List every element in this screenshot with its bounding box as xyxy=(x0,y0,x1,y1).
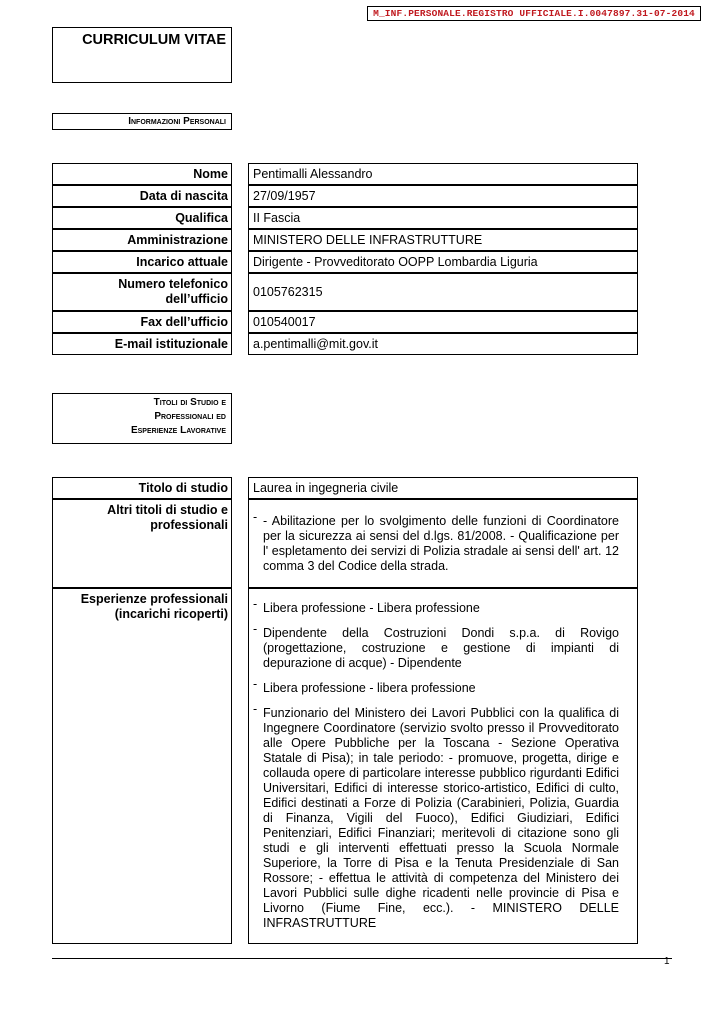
table-row xyxy=(52,273,638,311)
bullet-dash: - xyxy=(253,510,258,524)
label-line: Altri titoli di studio e xyxy=(107,503,228,517)
page-title: CURRICULUM VITAE xyxy=(82,32,226,48)
label-line: professionali xyxy=(150,518,228,532)
field-value xyxy=(248,499,638,588)
field-label: Titolo di studio xyxy=(52,477,232,499)
table-row xyxy=(52,333,638,355)
section-label: Informazioni Personali xyxy=(128,116,226,127)
list-item xyxy=(253,510,619,574)
field-label: Fax dell’ufficio xyxy=(52,311,232,333)
table-row xyxy=(52,588,638,944)
item-text: Dipendente della Costruzioni Dondi s.p.a. di Rovigo (progettazione, costruzione e gestione di impianti di depurazione di acque) - Dipendente xyxy=(263,626,619,670)
label-line: Esperienze professionali xyxy=(80,592,228,606)
list-item xyxy=(253,597,619,616)
protocol-stamp: M_INF.PERSONALE.REGISTRO UFFICIALE.I.0047897.31-07-2014 xyxy=(367,6,701,21)
bullet-dash: - xyxy=(253,622,258,636)
title-box xyxy=(52,27,232,83)
field-label xyxy=(52,588,232,944)
bullet-dash: - xyxy=(253,597,258,611)
page-number: 1 xyxy=(664,956,670,967)
section-label: Esperienze Lavorative xyxy=(130,425,226,436)
footer-divider xyxy=(52,958,672,959)
field-value: MINISTERO DELLE INFRASTRUTTURE xyxy=(248,229,638,251)
field-value: Pentimalli Alessandro xyxy=(248,163,638,185)
table-row xyxy=(52,251,638,273)
field-value xyxy=(248,588,638,944)
list-item xyxy=(253,622,619,671)
table-row xyxy=(52,163,638,185)
section-personal-info xyxy=(52,113,232,130)
item-text: Libera professione - libera professione xyxy=(263,681,476,695)
field-label: E-mail istituzionale xyxy=(52,333,232,355)
field-label: Data di nascita xyxy=(52,185,232,207)
field-label: Qualifica xyxy=(52,207,232,229)
field-value xyxy=(248,273,638,311)
item-text: - Abilitazione per lo svolgimento delle funzioni di Coordinatore per la sicurezza ai sensi del d.lgs. 81/2008. - Qualificazione per l' espletamento dei servizi di Polizia stradale ai sensi dell' art. 12 comma 3 del Codice della strada. xyxy=(263,514,619,573)
field-label xyxy=(52,499,232,588)
field-value: Dirigente - Provveditorato OOPP Lombardia Liguria xyxy=(248,251,638,273)
label-line: dell’ufficio xyxy=(165,292,228,306)
item-text: Funzionario del Ministero dei Lavori Pubblici con la qualifica di Ingegnere Coordinatore (servizio svolto presso il Provveditorato alle Opere Pubbliche per la Toscana - Sezione Operativa Statale di Pisa); in tale periodo: - promuove, progetta, dirige e collauda opere di particolare interesse pubblico rigurdanti Edifici Universitari, Edifici di interesse storico-artistico, Edifici di culto, Edifici destinati a Forze di Polizia (Carabinieri, Polizia, Guardia di Finanza, Vigili del Fuoco), Edifici Giudiziari, Edifici Penitenziari, Edifici Finanziari; meritevoli di citazione sono gli studi e gli interventi effettuati presso la Scuola Normale Superiore, la Torre di Pisa e la Tenuta Presidenziale di San Rossore; - effettua le attività di competenza del Ministero dei Lavori Pubblici sulle dighe ricadenti nelle provincie di Pisa e Livorno (Fiume Fine, ecc.). - MINISTERO DELLE INFRASTRUTTURE xyxy=(263,706,619,930)
label-line: (incarichi ricoperti) xyxy=(114,607,228,621)
field-value: II Fascia xyxy=(248,207,638,229)
field-value: Laurea in ingegneria civile xyxy=(248,477,638,499)
table-row xyxy=(52,477,638,499)
field-value: 010540017 xyxy=(248,311,638,333)
field-label: Incarico attuale xyxy=(52,251,232,273)
field-label: Nome xyxy=(52,163,232,185)
table-row xyxy=(52,229,638,251)
bullet-dash: - xyxy=(253,702,258,716)
section-label: Professionali ed xyxy=(154,411,226,422)
phone-number: 0105762315 xyxy=(253,284,323,299)
table-row xyxy=(52,311,638,333)
table-row xyxy=(52,185,638,207)
field-label xyxy=(52,273,232,311)
item-text: Libera professione - Libera professione xyxy=(263,601,480,615)
field-value: 27/09/1957 xyxy=(248,185,638,207)
bullet-dash: - xyxy=(253,677,258,691)
table-row xyxy=(52,499,638,588)
list-item xyxy=(253,702,619,931)
table-row xyxy=(52,207,638,229)
field-value: a.pentimalli@mit.gov.it xyxy=(248,333,638,355)
section-education-experience xyxy=(52,393,232,444)
section-label: Titoli di Studio e xyxy=(153,397,226,408)
field-label: Amministrazione xyxy=(52,229,232,251)
label-line: Numero telefonico xyxy=(118,277,228,291)
list-item xyxy=(253,677,619,696)
